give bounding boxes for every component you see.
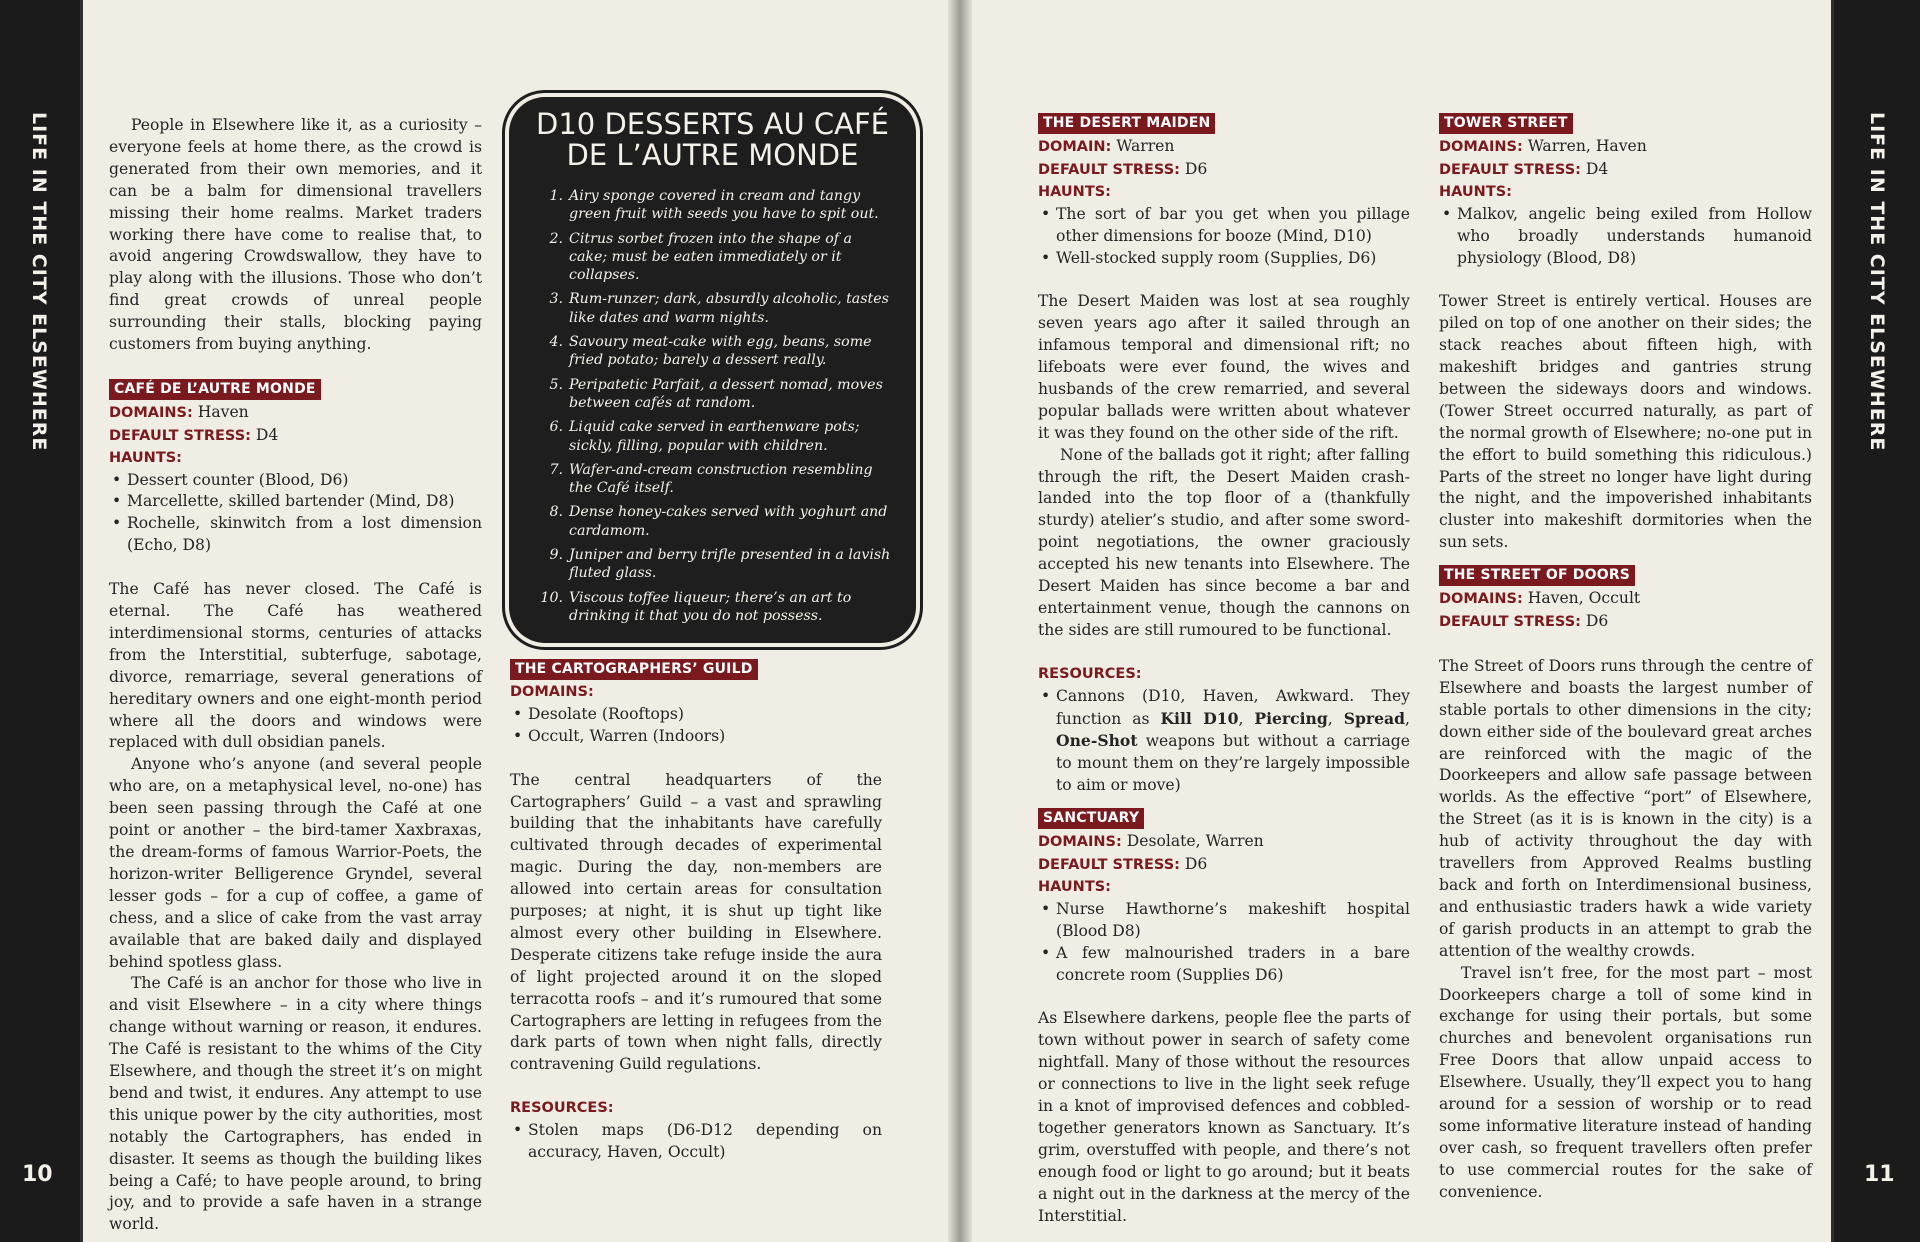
cafe-paragraph-1: The Café has never closed. The Café is eternal. The Café has weathered interdimensional storms, centuries of attacks from the Interstitial, subterfuge, sabotage, divorce, remarriage, several generations of hereditary owners and one eight-month period where all the doors and windows were replaced with dull obsidian panels. (109, 580, 482, 752)
intro-paragraph: People in Elsewhere like it, as a curiosity – everyone feels at home there, as the crowd is generated from their own memories, and it can be a balm for dimensional travellers missing their home realms. Market traders working there have come to realise that, to avoid angering Crowdswallow, they have to play along with the illusions. Those who don’t find great crowds of unreal people surrounding their stalls, blocking paying customers from buying anything. (109, 116, 482, 354)
list-item: • Dessert counter (Blood, D6) (109, 470, 482, 492)
maiden-paragraph-1: The Desert Maiden was lost at sea roughly seven years ago after it sailed through an infamous temporal and dimensional rift; no lifeboats were ever found, the wives and husbands of the crew remarried, and several popular ballads were written about whatever it was they found on the other side of the rift. (1038, 292, 1410, 442)
book-gutter (948, 0, 972, 1242)
tag-one-shot: One-Shot (1056, 731, 1138, 751)
item-number: 4. (549, 334, 563, 351)
stress-value: D6 (1580, 612, 1609, 631)
doors-stress (1439, 611, 1812, 634)
list-item: • Nurse Hawthorne’s makeshift hospital (Blood D8) (1038, 899, 1410, 943)
domains-value: Desolate, Warren (1121, 832, 1264, 851)
item-number: 10. (540, 589, 563, 606)
list-item (539, 589, 891, 626)
cafe-haunts-label: HAUNTS: (109, 449, 182, 466)
tower-heading: TOWER STREET (1439, 113, 1573, 134)
list-item (539, 418, 891, 455)
tower-stress (1439, 159, 1812, 182)
item-text: Airy sponge covered in cream and tangy green fruit with seeds you have to spit out. (569, 188, 879, 223)
left-column-1 (109, 115, 482, 1236)
running-title-left: LIFE IN THE CITY ELSEWHERE (28, 112, 50, 452)
item-number: 7. (549, 461, 563, 478)
stress-label: DEFAULT STRESS: (1038, 161, 1180, 178)
list-item: • A few malnourished traders in a bare concrete room (Supplies D6) (1038, 943, 1410, 987)
list-item (539, 546, 891, 583)
list-item: • Stolen maps (D6-D12 depending on accuracy, Haven, Occult) (510, 1120, 882, 1164)
list-item (539, 290, 891, 327)
stress-label: DEFAULT STRESS: (1439, 614, 1581, 631)
item-number: 6. (549, 419, 563, 436)
guild-resources-label: RESOURCES: (510, 1100, 614, 1117)
separator: , (1327, 709, 1344, 728)
separator: , (1405, 709, 1410, 728)
list-item: • Occult, Warren (Indoors) (510, 726, 882, 748)
list-item: • Malkov, angelic being exiled from Hollow who broadly understands humanoid physiology (Blood, D8) (1439, 204, 1812, 270)
tower-paragraph: Tower Street is entirely vertical. Houses are piled on top of one another on their sides; the stack reaches about fifteen high, with makeshift bridges and gantries strung between the sideways doors and windows. (Tower Street occurred naturally, as part of the normal growth of Elsewhere; no-one put in the effort to build something this ridiculous.) Parts of the street no longer have light during the night, and the impoverished inhabitants cluster into makeshift dormitories when the sun sets. (1439, 292, 1812, 552)
list-item: • The sort of bar you get when you pillage other dimensions for booze (Mind, D10) (1038, 204, 1410, 248)
list-item (539, 461, 891, 498)
sanctuary-haunts-label: HAUNTS: (1038, 878, 1111, 895)
item-number: 8. (549, 504, 563, 521)
cafe-haunts-list (109, 470, 482, 558)
desserts-title-line-1: D10 DESSERTS AU CAFÉ (536, 107, 889, 141)
maiden-haunts-list (1038, 204, 1410, 270)
item-text: Rum-runzer; dark, absurdly alcoholic, tastes like dates and warm nights. (569, 291, 889, 326)
right-column-2 (1439, 112, 1812, 1204)
tower-haunts-list (1439, 204, 1812, 270)
stress-value: D4 (250, 425, 279, 444)
list-item: • Desolate (Rooftops) (510, 704, 882, 726)
maiden-resources-label: RESOURCES: (1038, 665, 1142, 682)
maiden-paragraph-2: None of the ballads got it right; after falling through the rift, the Desert Maiden crash-landed into the top floor of a (thankfully sturdy) atelier’s studio, and after some sword-point negotiations, the owner graciously accepted his new tenants into Elsewhere. The Desert Maiden has since become a bar and entertainment venue, though the cannons on the sides are still rumoured to be functional. (1038, 445, 1410, 639)
item-text: Peripatetic Parfait, a dessert nomad, moves between cafés at random. (569, 376, 883, 411)
page-number-right: 11 (1864, 1162, 1895, 1187)
maiden-heading: THE DESERT MAIDEN (1038, 113, 1215, 134)
item-number: 3. (549, 291, 563, 308)
stress-label: DEFAULT STRESS: (1439, 161, 1581, 178)
list-item: • Well-stocked supply room (Supplies, D6) (1038, 248, 1410, 270)
item-text: Juniper and berry trifle presented in a lavish fluted glass. (569, 547, 891, 582)
item-text: Viscous toffee liqueur; there’s an art to drinking it that you do not possess. (569, 589, 852, 624)
domains-value: Haven, Occult (1522, 589, 1641, 608)
list-item (539, 187, 891, 224)
sanctuary-stress (1038, 854, 1410, 877)
stress-label: DEFAULT STRESS: (109, 427, 251, 444)
guild-paragraph: The central headquarters of the Cartographers’ Guild – a vast and sprawling building that the inhabitants have carefully cultivated through decades of experimental magic. During the day, non-members are allowed into certain areas for consultation purposes; at night, it is shut up tight like almost every other building in Elsewhere. Desperate citizens take refuge inside the aura of light projected around it on the sloped terracotta roofs – and it’s rumoured that some Cartographers are letting in refugees from the dark parts of town when night falls, directly contravening Guild regulations. (510, 770, 882, 1074)
domains-label: DOMAINS: (109, 404, 193, 421)
sanctuary-domains (1038, 831, 1410, 854)
tower-haunts-label: HAUNTS: (1439, 183, 1512, 200)
item-number: 5. (549, 376, 563, 393)
desserts-table-box (509, 97, 916, 643)
tag-kill: Kill D10 (1160, 708, 1239, 728)
domain-label: DOMAIN: (1038, 139, 1112, 155)
cafe-stress (109, 425, 482, 448)
domains-value: Warren, Haven (1522, 137, 1647, 155)
tower-domains (1439, 136, 1812, 159)
tag-spread: Spread (1343, 708, 1406, 728)
item-number: 9. (549, 547, 563, 564)
doors-paragraph-2: Travel isn’t free, for the most part – most Doorkeepers charge a toll of some kind in exchange for using their portals, but some churches and benevolent organisations run Free Doors that allow unpaid access to Elsewhere. Usually, they’ll expect you to hang around for a session of worship or to read some informative literature instead of handing over cash, so frequent travellers often prefer to use commercial routes for the sake of convenience. (1439, 963, 1812, 1201)
sanctuary-haunts-list (1038, 899, 1410, 987)
desserts-title (509, 109, 916, 171)
cafe-paragraph-2: Anyone who’s anyone (and several people who are, on a metaphysical level, no-one) has been seen passing through the Café at one point or another – the bird-tamer Xaxbraxas, the dream-forms of famous Warrior-Poets, the horizon-writer Belligerence Gryndel, several lesser gods – for a cup of coffee, a game of chess, and a slice of cake from the vast array available that are baked daily and displayed behind spotless glass. (109, 755, 482, 971)
domains-label: DOMAINS: (1038, 834, 1122, 851)
item-text: Citrus sorbet frozen into the shape of a cake; must be eaten immediately or it collapses. (569, 230, 852, 284)
running-title-right: LIFE IN THE CITY ELSEWHERE (1866, 112, 1888, 452)
domains-value: Haven (192, 402, 249, 421)
domains-label: DOMAINS: (1439, 591, 1523, 608)
guild-resources-list (510, 1120, 882, 1164)
stress-value: D6 (1179, 159, 1208, 178)
maiden-haunts-label: HAUNTS: (1038, 183, 1111, 200)
list-item (1038, 686, 1410, 798)
sanctuary-heading: SANCTUARY (1038, 808, 1144, 829)
domains-label: DOMAINS: (1439, 139, 1523, 155)
item-number: 2. (549, 230, 563, 247)
desserts-title-line-2: DE L’AUTRE MONDE (566, 138, 859, 172)
resource-text: Cannons (D10, Haven, Awkward. They function as (1056, 686, 1410, 728)
desserts-list (539, 187, 891, 631)
resource-text: weapons but without a carriage to mount them on they’re largely impossible to aim or move) (1056, 732, 1410, 795)
cafe-paragraph-3: The Café is an anchor for those who live in and visit Elsewhere – in a city where things change without warning or reason, it endures. The Café is resistant to the whims of the City Elsewhere, and though the street it’s on might bend and twist, it endures. Any attempt to use this unique power by the city authorities, most notably the Cartographers, has ended in disaster. It seems as though the building likes being a Café; to have people around, to bring joy, and to provide a safe haven in a strange world. (109, 974, 482, 1234)
maiden-resources-list (1038, 686, 1410, 798)
guild-domains-list (510, 704, 882, 748)
list-item (539, 503, 891, 540)
maiden-stress (1038, 159, 1410, 182)
domain-value: Warren (1111, 137, 1175, 155)
list-item (539, 333, 891, 370)
separator: , (1238, 709, 1255, 728)
stress-value: D4 (1580, 159, 1609, 178)
cafe-heading: CAFÉ DE L’AUTRE MONDE (109, 379, 321, 400)
item-text: Wafer-and-cream construction resembling the Café itself. (569, 461, 873, 497)
left-column-2 (510, 658, 882, 1164)
right-column-1 (1038, 112, 1410, 1227)
tag-piercing: Piercing (1254, 708, 1328, 728)
stress-value: D6 (1179, 855, 1208, 874)
stress-label: DEFAULT STRESS: (1038, 857, 1180, 874)
doors-heading: THE STREET OF DOORS (1439, 565, 1635, 586)
item-text: Savoury meat-cake with egg, beans, some fried potato; barely a dessert really. (569, 334, 872, 369)
maiden-domain (1038, 136, 1410, 159)
list-item (539, 376, 891, 413)
guild-heading: THE CARTOGRAPHERS’ GUILD (510, 659, 758, 680)
item-number: 1. (549, 188, 563, 204)
page-number-left: 10 (22, 1162, 53, 1187)
doors-paragraph-1: The Street of Doors runs through the centre of Elsewhere and boasts the largest number of stable portals to other dimensions in the city; down either side of the boulevard great arches are reinforced with the magic of the Doorkeepers and allow safe passage between worlds. As the effective “port” of Elsewhere, the Street (as it is is known in the city) is a hub of activity throughout the day with travellers from Approved Realms bustling back and forth on Interdimensional business, and enthusiastic traders hawk a wide variety of garish products in an attempt to grab the attention of the wealthy crowds. (1439, 656, 1812, 960)
cafe-domains (109, 402, 482, 425)
left-page (0, 0, 958, 1242)
list-item: • Rochelle, skinwitch from a lost dimension (Echo, D8) (109, 513, 482, 557)
item-text: Liquid cake served in earthenware pots; sickly, filling, popular with children. (569, 419, 860, 454)
right-edge-band (1831, 0, 1920, 1242)
item-text: Dense honey-cakes served with yoghurt and cardamom. (569, 504, 888, 539)
list-item (539, 230, 891, 285)
left-edge-band (0, 0, 83, 1242)
guild-domains-label: DOMAINS: (510, 684, 594, 700)
doors-domains (1439, 588, 1812, 611)
list-item: • Marcellette, skilled bartender (Mind, D8) (109, 491, 482, 513)
sanctuary-paragraph: As Elsewhere darkens, people flee the parts of town without power in search of safety come nightfall. Many of those without the resources or connections to live in the light seek refuge in a knot of improvised defences and cobbled-together generators known as Sanctuary. It’s grim, overstuffed with people, and there’s not enough food or light to go around; but it beats a night out in the darkness at the mercy of the Interstitial. (1038, 1009, 1410, 1225)
